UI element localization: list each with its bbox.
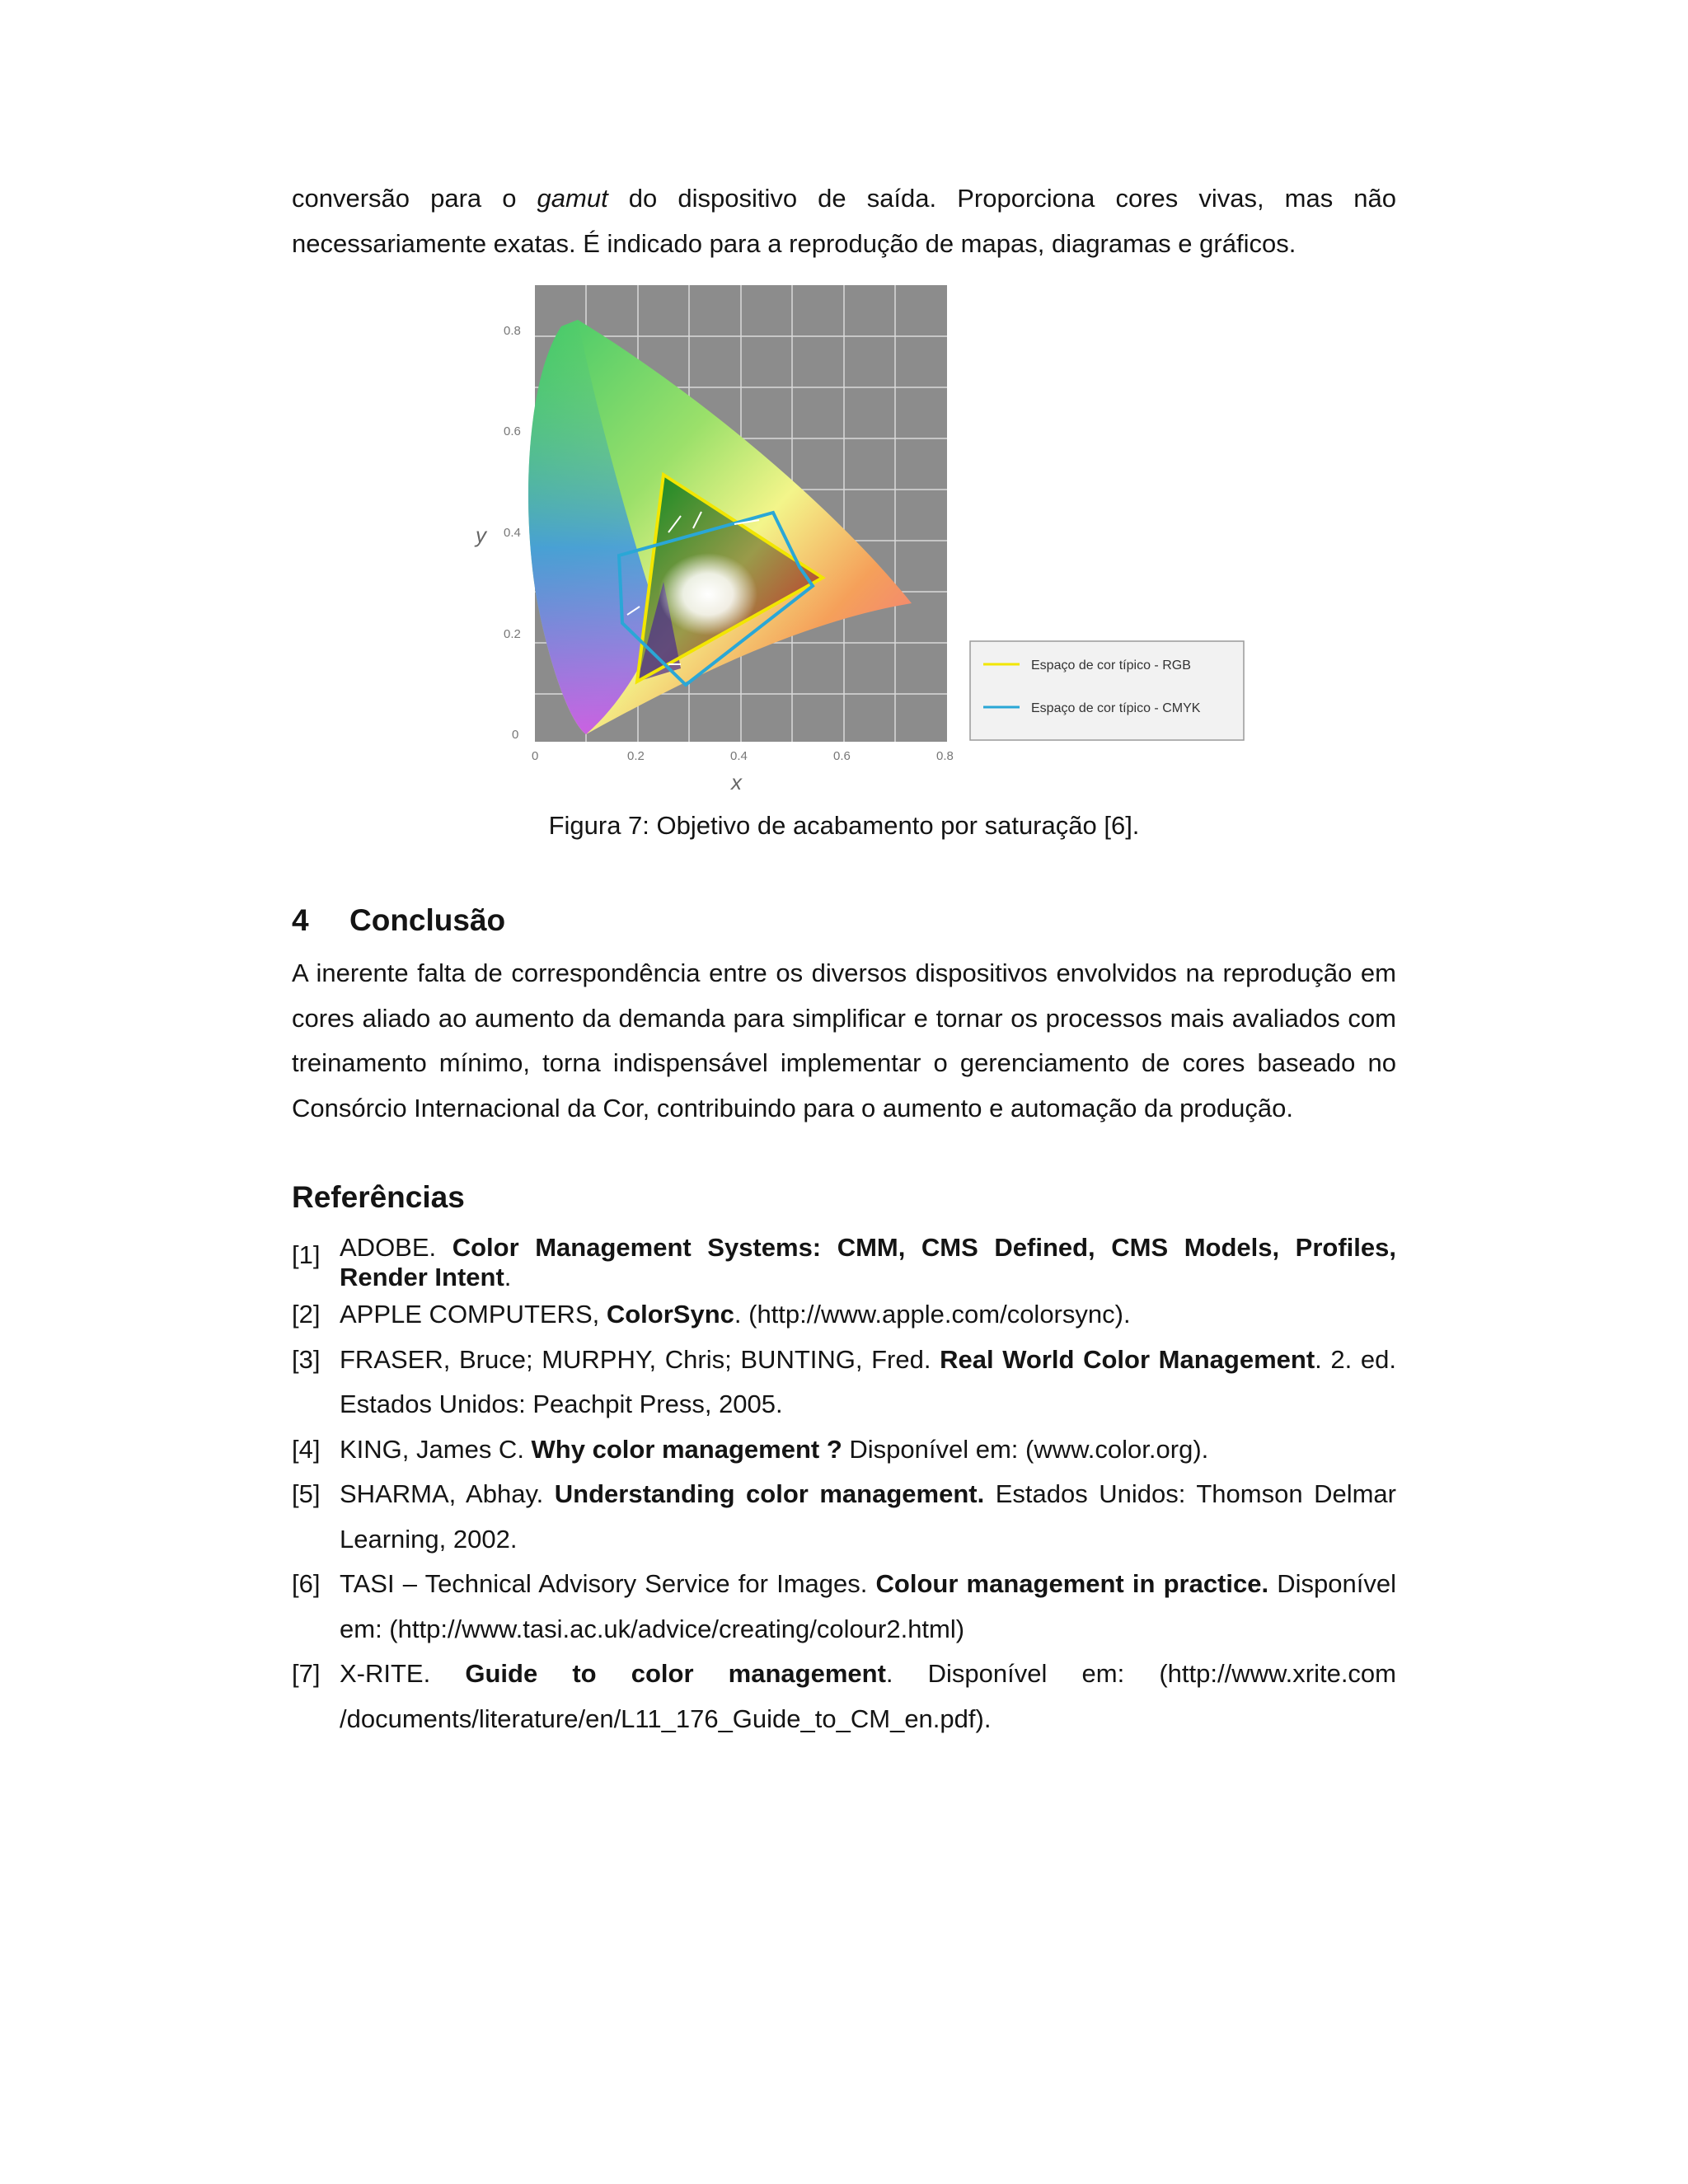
reference-text: . 2. ed. Estados Unidos: Peachpit Press, 2005. bbox=[340, 1344, 1396, 1418]
intro-text-pre: conversão para o bbox=[292, 184, 537, 213]
reference-text: KING, James C. bbox=[340, 1434, 532, 1464]
legend-cmyk-label: Espaço de cor típico - CMYK bbox=[1031, 701, 1201, 715]
intro-text-post: do dispositivo de saída. Proporciona cores vivas, mas não necessariamente exatas. É indicado para a reprodução de mapas, diagramas e gráficos. bbox=[292, 184, 1396, 258]
y-tick-0.4: 0.4 bbox=[504, 526, 521, 540]
reference-text: Disponível em: (www.color.org). bbox=[842, 1434, 1209, 1464]
figure-caption: Figura 7: Objetivo de acabamento por saturação [6]. bbox=[548, 811, 1140, 840]
reference-item bbox=[292, 1427, 1396, 1473]
x-axis-label: x bbox=[731, 770, 742, 794]
y-axis-label: y bbox=[476, 523, 486, 547]
legend-box bbox=[970, 641, 1244, 740]
reference-number: [4] bbox=[292, 1434, 321, 1464]
reference-title: Guide to color management bbox=[465, 1659, 886, 1688]
references-list bbox=[292, 1233, 1396, 1741]
reference-title: Why color management ? bbox=[531, 1434, 842, 1464]
y-tick-0.2: 0.2 bbox=[504, 627, 521, 641]
y-tick-0.6: 0.6 bbox=[504, 424, 521, 438]
reference-text: ADOBE. bbox=[340, 1233, 452, 1262]
reference-title: Understanding color management. bbox=[554, 1479, 985, 1508]
x-tick-0.8: 0.8 bbox=[936, 749, 954, 763]
reference-title: ColorSync bbox=[606, 1300, 734, 1329]
references-heading: Referências bbox=[292, 1180, 465, 1214]
reference-text: . bbox=[504, 1263, 512, 1291]
reference-text: Estados Unidos: Thomson Delmar Learning, 2002. bbox=[340, 1479, 1396, 1554]
reference-item bbox=[292, 1472, 1396, 1562]
reference-text: . (http://www.apple.com/colorsync). bbox=[734, 1300, 1131, 1329]
reference-title: Real World Color Management bbox=[940, 1344, 1315, 1374]
legend bbox=[970, 641, 1244, 740]
conclusion-heading bbox=[292, 903, 505, 938]
reference-item bbox=[292, 1562, 1396, 1652]
reference-item bbox=[292, 1233, 1396, 1292]
reference-number: [1] bbox=[292, 1240, 321, 1269]
x-tick-0: 0 bbox=[532, 749, 539, 763]
reference-text: Disponível em: (http://www.tasi.ac.uk/advice/creating/colour2.html) bbox=[340, 1569, 1396, 1643]
intro-gamut-term: gamut bbox=[537, 184, 608, 213]
x-tick-0.6: 0.6 bbox=[833, 749, 851, 763]
legend-rgb-label: Espaço de cor típico - RGB bbox=[1031, 658, 1191, 673]
reference-text: APPLE COMPUTERS, bbox=[340, 1300, 607, 1329]
section-number: 4 bbox=[292, 903, 309, 937]
reference-title: Colour management in practice. bbox=[875, 1569, 1269, 1598]
reference-number: [3] bbox=[292, 1344, 321, 1374]
reference-text: X-RITE. bbox=[340, 1659, 466, 1688]
reference-number: [5] bbox=[292, 1479, 321, 1508]
x-tick-0.2: 0.2 bbox=[627, 749, 645, 763]
section-title: Conclusão bbox=[349, 903, 506, 937]
reference-item bbox=[292, 1292, 1396, 1338]
reference-text: TASI – Technical Advisory Service for Images. bbox=[340, 1569, 876, 1598]
y-tick-0: 0 bbox=[512, 728, 519, 742]
reference-text: SHARMA, Abhay. bbox=[340, 1479, 555, 1508]
reference-item bbox=[292, 1652, 1396, 1741]
reference-title: Color Management Systems: CMM, CMS Defined, CMS Models, Profiles, Render Intent bbox=[340, 1233, 1396, 1291]
reference-number: [6] bbox=[292, 1569, 321, 1598]
reference-item bbox=[292, 1338, 1396, 1427]
cie-diagram-svg bbox=[462, 277, 1270, 794]
cie-chromaticity-figure bbox=[462, 277, 1270, 794]
reference-text: FRASER, Bruce; MURPHY, Chris; BUNTING, Fred. bbox=[340, 1344, 940, 1374]
reference-number: [2] bbox=[292, 1300, 321, 1329]
conclusion-paragraph: A inerente falta de correspondência entre os diversos dispositivos envolvidos na reprodução em cores aliado ao aumento da demanda para simplificar e tornar os processos mais avaliados com treinamento mínimo, torna indispensável implementar o gerenciamento de cores baseado no Consórcio Internacional da Cor, contribuindo para o aumento e automação da produção. bbox=[292, 958, 1396, 1122]
intro-paragraph bbox=[292, 176, 1396, 266]
reference-text: . Disponível em: (http://www.xrite.com /documents/literature/en/L11_176_Guide_to_CM_en.pdf). bbox=[340, 1659, 1396, 1733]
y-tick-0.8: 0.8 bbox=[504, 324, 521, 338]
reference-number: [7] bbox=[292, 1659, 321, 1688]
x-tick-0.4: 0.4 bbox=[730, 749, 748, 763]
